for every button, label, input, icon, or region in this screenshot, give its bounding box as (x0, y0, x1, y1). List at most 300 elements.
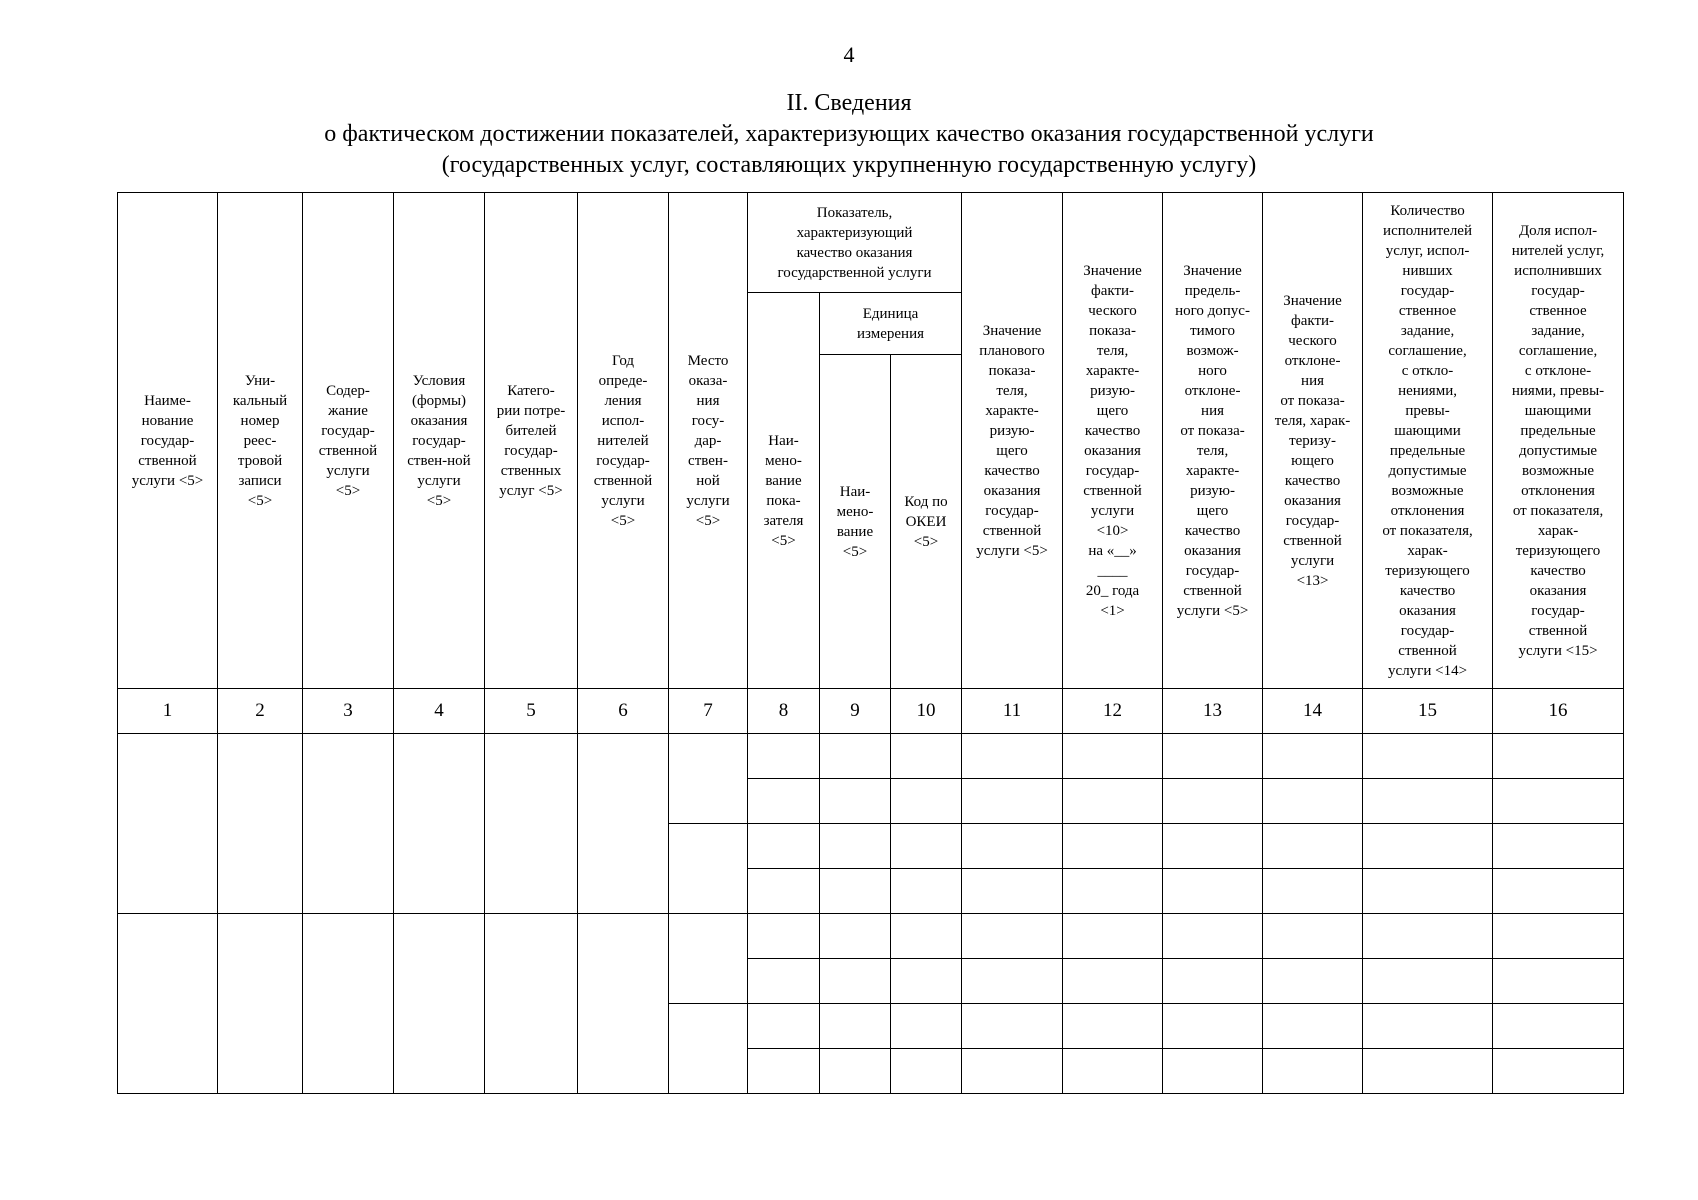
table-cell[interactable] (891, 779, 962, 824)
header-text-line: ствен-ной (407, 452, 471, 469)
header-text-line: государ- (1531, 602, 1585, 619)
column-number: 9 (820, 689, 891, 734)
header-text-line: Место (687, 352, 729, 369)
table-cell[interactable] (1063, 914, 1163, 959)
table-cell[interactable] (1063, 959, 1163, 1004)
header-text-line: измерения (857, 325, 925, 342)
table-cell[interactable] (118, 914, 218, 1094)
header-text-line: государ- (985, 502, 1039, 519)
header-text-line: мено- (836, 503, 874, 520)
column-number: 5 (485, 689, 578, 734)
header-text-line: <5> (771, 532, 796, 549)
header-text-line: услуги <14> (1388, 662, 1468, 679)
header-text-line: услуг <5> (499, 482, 563, 499)
table-cell[interactable] (962, 869, 1063, 914)
table-cell[interactable] (1263, 779, 1363, 824)
header-text-line: государ- (1400, 282, 1455, 299)
table-cell[interactable] (578, 914, 669, 1094)
header-text-line: щего (996, 442, 1028, 459)
header-text-line: испол- (601, 412, 645, 429)
header-text-line: государ- (321, 422, 375, 439)
data-block (118, 914, 1624, 1094)
header-text-line: характеризующий (796, 224, 913, 241)
header-text-line: отклонения (1521, 482, 1595, 499)
header-text-line: нивших (1402, 262, 1453, 279)
table-cell[interactable] (485, 914, 578, 1094)
header-text-line: оказания (410, 412, 468, 429)
table-cell[interactable] (1063, 1049, 1163, 1094)
header-text-line: Показатель, (816, 204, 893, 221)
table-cell[interactable] (1493, 1004, 1624, 1049)
header-text-line: качество (1530, 562, 1586, 579)
header-text-line: Уни- (244, 372, 276, 389)
header-text-line: услуги (1090, 502, 1135, 519)
table-cell[interactable] (1063, 779, 1163, 824)
header-okei-code (891, 355, 962, 689)
header-text-line: возможные (1391, 482, 1464, 499)
header-text-line: ния (1301, 372, 1325, 389)
header-text-line: ственной (318, 442, 378, 459)
header-text-line: теля, (1196, 442, 1229, 459)
header-text-line: ризую- (989, 422, 1035, 439)
table-cell[interactable] (1363, 1004, 1493, 1049)
table-cell[interactable] (1063, 824, 1163, 869)
header-performers-count (1363, 193, 1493, 689)
header-text-line: Год (611, 352, 635, 369)
header-text-line: пока- (766, 492, 801, 509)
header-text-line: Условия (412, 372, 466, 389)
header-text-line: теля, харак- (1274, 412, 1351, 429)
column-number: 16 (1493, 689, 1624, 734)
header-text-line: теризующего (1515, 542, 1601, 559)
header-text-line: оказа- (688, 372, 728, 389)
header-text-line: ствен- (688, 452, 728, 469)
header-text-line: номер (240, 412, 280, 429)
header-text-line: ризую- (1090, 382, 1135, 399)
table-cell[interactable] (891, 824, 962, 869)
table-cell[interactable] (1163, 914, 1263, 959)
header-text-line: <5> (247, 492, 273, 509)
table-cell[interactable] (891, 914, 962, 959)
header-text-line: бителей (505, 422, 557, 439)
header-max-deviation (1163, 193, 1263, 689)
header-text-line: превы- (1405, 402, 1450, 419)
header-text-line: задание, (1531, 322, 1585, 339)
header-text-line: от показателя, (1382, 522, 1473, 539)
header-text-line: оказания (1084, 442, 1141, 459)
header-text-line: государ- (504, 442, 558, 459)
header-text-line: <5> (335, 482, 361, 499)
table-cell[interactable] (962, 1004, 1063, 1049)
table-cell[interactable] (578, 734, 669, 914)
table-cell[interactable] (748, 1049, 820, 1094)
header-text-line: государственной услуги (777, 264, 932, 281)
header-text-line: от показа- (1180, 422, 1245, 439)
table-cell[interactable] (962, 824, 1063, 869)
table-cell[interactable] (1263, 1049, 1363, 1094)
table-cell[interactable] (1163, 1049, 1263, 1094)
table-cell[interactable] (1163, 869, 1263, 914)
table-cell[interactable] (118, 734, 218, 914)
header-text-line: харак- (1407, 542, 1448, 559)
header-text-line: опреде- (598, 372, 648, 389)
header-text-line: предельные (1389, 442, 1466, 459)
header-text-line: государ- (1285, 512, 1340, 529)
column-number: 2 (218, 689, 303, 734)
table-cell[interactable] (820, 1004, 891, 1049)
header-text-line: ственной (982, 522, 1042, 539)
table-cell[interactable] (1493, 1049, 1624, 1094)
header-service-conditions (394, 193, 485, 689)
header-text-line: нителей услуг, (1511, 242, 1605, 259)
table-cell[interactable] (891, 959, 962, 1004)
table-cell[interactable] (962, 779, 1063, 824)
header-text-line: <5> (913, 533, 939, 550)
header-text-line: услуг, испол- (1385, 242, 1470, 259)
header-text-line: щего (1096, 402, 1129, 419)
header-text-line: возможные (1522, 462, 1594, 479)
header-text-line: оказания (1529, 582, 1587, 599)
header-text-line: качество (1399, 582, 1456, 599)
column-number: 15 (1363, 689, 1493, 734)
table-cell[interactable] (962, 959, 1063, 1004)
header-text-line: ОКЕИ (905, 513, 947, 530)
table-cell[interactable] (1493, 914, 1624, 959)
table-cell[interactable] (485, 734, 578, 914)
column-number: 6 (578, 689, 669, 734)
table-cell[interactable] (891, 1004, 962, 1049)
header-text-line: зателя (763, 512, 804, 529)
header-text-line: ческого (1088, 302, 1137, 319)
table-cell[interactable] (962, 734, 1063, 779)
column-number: 7 (669, 689, 748, 734)
header-text-line: оказания (1399, 602, 1456, 619)
header-unit-group (820, 293, 962, 355)
header-planned-value (962, 193, 1063, 689)
column-number: 13 (1163, 689, 1263, 734)
header-text-line: характе- (985, 402, 1039, 419)
header-text-line: теризующего (1385, 562, 1470, 579)
table-cell[interactable] (1163, 959, 1263, 1004)
header-text-line: Единица (862, 305, 919, 322)
header-text-line: вание (765, 472, 802, 489)
page-number: 4 (843, 42, 855, 67)
section-title (0, 88, 1698, 181)
table-cell[interactable] (303, 734, 394, 914)
header-text-line: задание, (1400, 322, 1455, 339)
header-text-line: ния (696, 392, 720, 409)
table-cell[interactable] (1163, 824, 1263, 869)
table-cell[interactable] (748, 779, 820, 824)
header-text-line: государ- (1185, 562, 1240, 579)
header-text-line: дар- (694, 432, 722, 449)
header-text-line: качество (1284, 472, 1341, 489)
table-cell[interactable] (1363, 959, 1493, 1004)
header-text-line: Содер- (326, 382, 370, 399)
header-text-line: оказания (1184, 542, 1241, 559)
table-cell[interactable] (218, 914, 303, 1094)
column-number: 12 (1063, 689, 1163, 734)
column-number: 1 (118, 689, 218, 734)
header-text-line: Наиме- (144, 392, 191, 409)
table-cell[interactable] (1063, 1004, 1163, 1049)
header-text-line: ственной (1083, 482, 1142, 499)
header-text-line: ния (1201, 402, 1225, 419)
table-cell[interactable] (669, 824, 748, 914)
header-text-line: государ- (596, 452, 650, 469)
table-cell[interactable] (669, 914, 748, 1004)
header-text-line: нениями, (1398, 382, 1457, 399)
header-text-line: <5> (842, 543, 868, 560)
header-text-line: ной (696, 472, 720, 489)
table-cell[interactable] (820, 1049, 891, 1094)
header-text-line: ственных (500, 462, 562, 479)
header-text-line: Количество (1390, 202, 1465, 219)
header-text-line: нование (141, 412, 194, 429)
table-cell[interactable] (1363, 869, 1493, 914)
table-cell[interactable] (394, 734, 485, 914)
header-text-line: ____ (1097, 562, 1128, 579)
table-cell[interactable] (1493, 959, 1624, 1004)
data-block (118, 734, 1624, 914)
header-text-line: ственное (1398, 302, 1457, 319)
header-text-line: допустимые (1388, 462, 1467, 479)
table-cell[interactable] (1163, 779, 1263, 824)
header-text-line: услуги (417, 472, 461, 489)
header-indicator-name (748, 293, 820, 689)
table-cell[interactable] (1263, 959, 1363, 1004)
header-text-line: от показа- (1280, 392, 1345, 409)
header-text-line: харак- (1537, 522, 1579, 539)
header-text-line: записи (238, 472, 282, 489)
table-cell[interactable] (891, 869, 962, 914)
table-cell[interactable] (820, 779, 891, 824)
header-text-line: Код по (904, 493, 948, 510)
header-text-line: допустимые (1518, 442, 1598, 459)
table-cell[interactable] (1063, 869, 1163, 914)
header-text-line: шающими (1394, 422, 1461, 439)
header-text-line: ственной (1398, 642, 1457, 659)
header-text-line: факти- (1291, 312, 1335, 329)
header-service-place (669, 193, 748, 689)
header-consumer-categories (485, 193, 578, 689)
table-cell[interactable] (669, 1004, 748, 1094)
header-text-line: исполнителей (1383, 222, 1472, 239)
header-text-line: качество (984, 462, 1040, 479)
header-text-line: Наи- (768, 432, 799, 449)
table-cell[interactable] (1263, 869, 1363, 914)
table-cell[interactable] (748, 914, 820, 959)
header-text-line: госу- (691, 412, 725, 429)
table-cell[interactable] (962, 1049, 1063, 1094)
header-text-line: Доля испол- (1518, 222, 1598, 239)
header-text-line: кальный (232, 392, 288, 409)
header-text-line: Значение (982, 322, 1042, 339)
header-text-line: характе- (1085, 362, 1140, 379)
section-title-line: (государственных услуг, составляющих укрупненную государственную услугу) (441, 152, 1257, 178)
header-text-line: оказания (983, 482, 1041, 499)
header-unit-name (820, 355, 891, 689)
header-text-line: Значение (1183, 262, 1242, 279)
header-text-line: жание (328, 402, 368, 419)
table-cell[interactable] (1493, 734, 1624, 779)
header-text-line: ниями, превы- (1511, 382, 1605, 399)
header-text-line: Значение (1083, 262, 1142, 279)
header-text-line: ственной (1528, 622, 1588, 639)
header-text-line: ственной (138, 452, 197, 469)
header-text-line: показа- (1089, 322, 1136, 339)
table-cell[interactable] (1363, 779, 1493, 824)
table-cell[interactable] (303, 914, 394, 1094)
header-text-line: оказания (1284, 492, 1341, 509)
header-text-line: отклоне- (1184, 382, 1241, 399)
header-text-line: услуги (1290, 552, 1335, 569)
header-text-line: <5> (610, 512, 636, 529)
table-cell[interactable] (1363, 734, 1493, 779)
header-text-line: тровой (237, 452, 283, 469)
table-cell[interactable] (394, 914, 485, 1094)
table-cell[interactable] (962, 914, 1063, 959)
table-cell[interactable] (820, 959, 891, 1004)
header-text-line: ственной (1183, 582, 1242, 599)
table-cell[interactable] (820, 869, 891, 914)
header-text-line: ственной (593, 472, 653, 489)
table-cell[interactable] (748, 1004, 820, 1049)
table-cell[interactable] (1363, 914, 1493, 959)
header-text-line: <10> (1096, 522, 1129, 539)
table-cell[interactable] (1363, 824, 1493, 869)
header-text-line: ризую- (1190, 482, 1235, 499)
header-text-line: услуги (326, 462, 370, 479)
table-cell[interactable] (1063, 734, 1163, 779)
header-text-line: качество оказания (796, 244, 913, 261)
header-text-line: с откло- (1401, 362, 1454, 379)
table-cell[interactable] (820, 824, 891, 869)
header-performers-share (1493, 193, 1624, 689)
header-text-line: теля, (996, 382, 1028, 399)
table-cell[interactable] (820, 734, 891, 779)
column-number: 4 (394, 689, 485, 734)
header-text-line: отклоне- (1284, 352, 1341, 369)
header-text-line: государ- (412, 432, 466, 449)
header-text-line: ного (1198, 362, 1227, 379)
table-cell[interactable] (1163, 734, 1263, 779)
table-cell[interactable] (820, 914, 891, 959)
header-text-line: <13> (1296, 572, 1329, 589)
header-text-line: государ- (1085, 462, 1140, 479)
column-numbers-row (118, 689, 1624, 734)
header-text-line: услуги (686, 492, 730, 509)
table-cell[interactable] (1263, 1004, 1363, 1049)
header-text-line: рии потре- (496, 402, 566, 419)
table-cell[interactable] (891, 734, 962, 779)
header-text-line: качество (1084, 422, 1141, 439)
header-text-line: <5> (695, 512, 721, 529)
table-cell[interactable] (1493, 824, 1624, 869)
header-text-line: услуги <15> (1518, 642, 1598, 659)
header-text-line: возмож- (1186, 342, 1239, 359)
header-text-line: услуги <5> (1176, 602, 1249, 619)
header-text-line: факти- (1091, 282, 1135, 299)
header-text-line: вание (836, 523, 874, 540)
header-text-line: соглашение, (1388, 342, 1467, 359)
header-text-line: (формы) (411, 392, 467, 409)
table-cell[interactable] (218, 734, 303, 914)
table-cell[interactable] (1493, 869, 1624, 914)
header-text-line: <5> (426, 492, 452, 509)
header-text-line: Значение (1283, 292, 1342, 309)
table-cell[interactable] (891, 1049, 962, 1094)
section-title-line: о фактическом достижении показателей, характеризующих качество оказания государственной услуги (324, 121, 1374, 147)
table-row (118, 914, 1624, 959)
indicators-table (117, 192, 1624, 1094)
header-text-line: ственной (1283, 532, 1342, 549)
table-cell[interactable] (748, 824, 820, 869)
header-text-line: реес- (243, 432, 277, 449)
header-text-line: планового (979, 342, 1045, 359)
header-actual-deviation (1263, 193, 1363, 689)
table-cell[interactable] (748, 869, 820, 914)
table-cell[interactable] (669, 734, 748, 824)
header-text-line: щего (1196, 502, 1229, 519)
table-cell[interactable] (1263, 914, 1363, 959)
header-text-line: соглашение, (1518, 342, 1598, 359)
header-text-line: государ- (1531, 282, 1585, 299)
section-title-line: II. Сведения (786, 90, 912, 116)
table-cell[interactable] (1363, 1049, 1493, 1094)
header-text-line: мено- (765, 452, 802, 469)
column-number: 10 (891, 689, 962, 734)
header-text-line: нителей (597, 432, 649, 449)
column-number: 8 (748, 689, 820, 734)
header-registry-number (218, 193, 303, 689)
header-service-name (118, 193, 218, 689)
table-cell[interactable] (1263, 734, 1363, 779)
column-number: 14 (1263, 689, 1363, 734)
header-text-line: качество (1184, 522, 1241, 539)
header-text-line: на «__» (1088, 542, 1137, 559)
header-text-line: показа- (988, 362, 1036, 379)
header-text-line: характе- (1185, 462, 1240, 479)
header-service-content (303, 193, 394, 689)
header-text-line: услуги <5> (131, 472, 204, 489)
header-text-line: ческого (1288, 332, 1337, 349)
header-text-line: исполнивших (1514, 262, 1602, 279)
table-cell[interactable] (1263, 824, 1363, 869)
header-text-line: ющего (1291, 452, 1334, 469)
header-text-line: отклонения (1390, 502, 1465, 519)
header-text-line: услуги (601, 492, 645, 509)
header-text-line: Наи- (839, 483, 871, 500)
header-actual-value (1063, 193, 1163, 689)
table-cell[interactable] (1163, 1004, 1263, 1049)
header-text-line: 20_ года (1085, 582, 1140, 599)
header-year (578, 193, 669, 689)
header-text-line: с отклоне- (1524, 362, 1592, 379)
header-text-line: предельные (1520, 422, 1596, 439)
header-text-line: Катего- (507, 382, 555, 399)
table-cell[interactable] (748, 959, 820, 1004)
header-text-line: ного допус- (1175, 302, 1250, 319)
header-indicator-group (748, 193, 962, 293)
header-text-line: предель- (1184, 282, 1241, 299)
table-cell[interactable] (1493, 779, 1624, 824)
header-text-line: тимого (1190, 322, 1235, 339)
header-text-line: государ- (1400, 622, 1455, 639)
header-text-line: государ- (140, 432, 195, 449)
header-text-line: теризу- (1289, 432, 1336, 449)
table-cell[interactable] (748, 734, 820, 779)
